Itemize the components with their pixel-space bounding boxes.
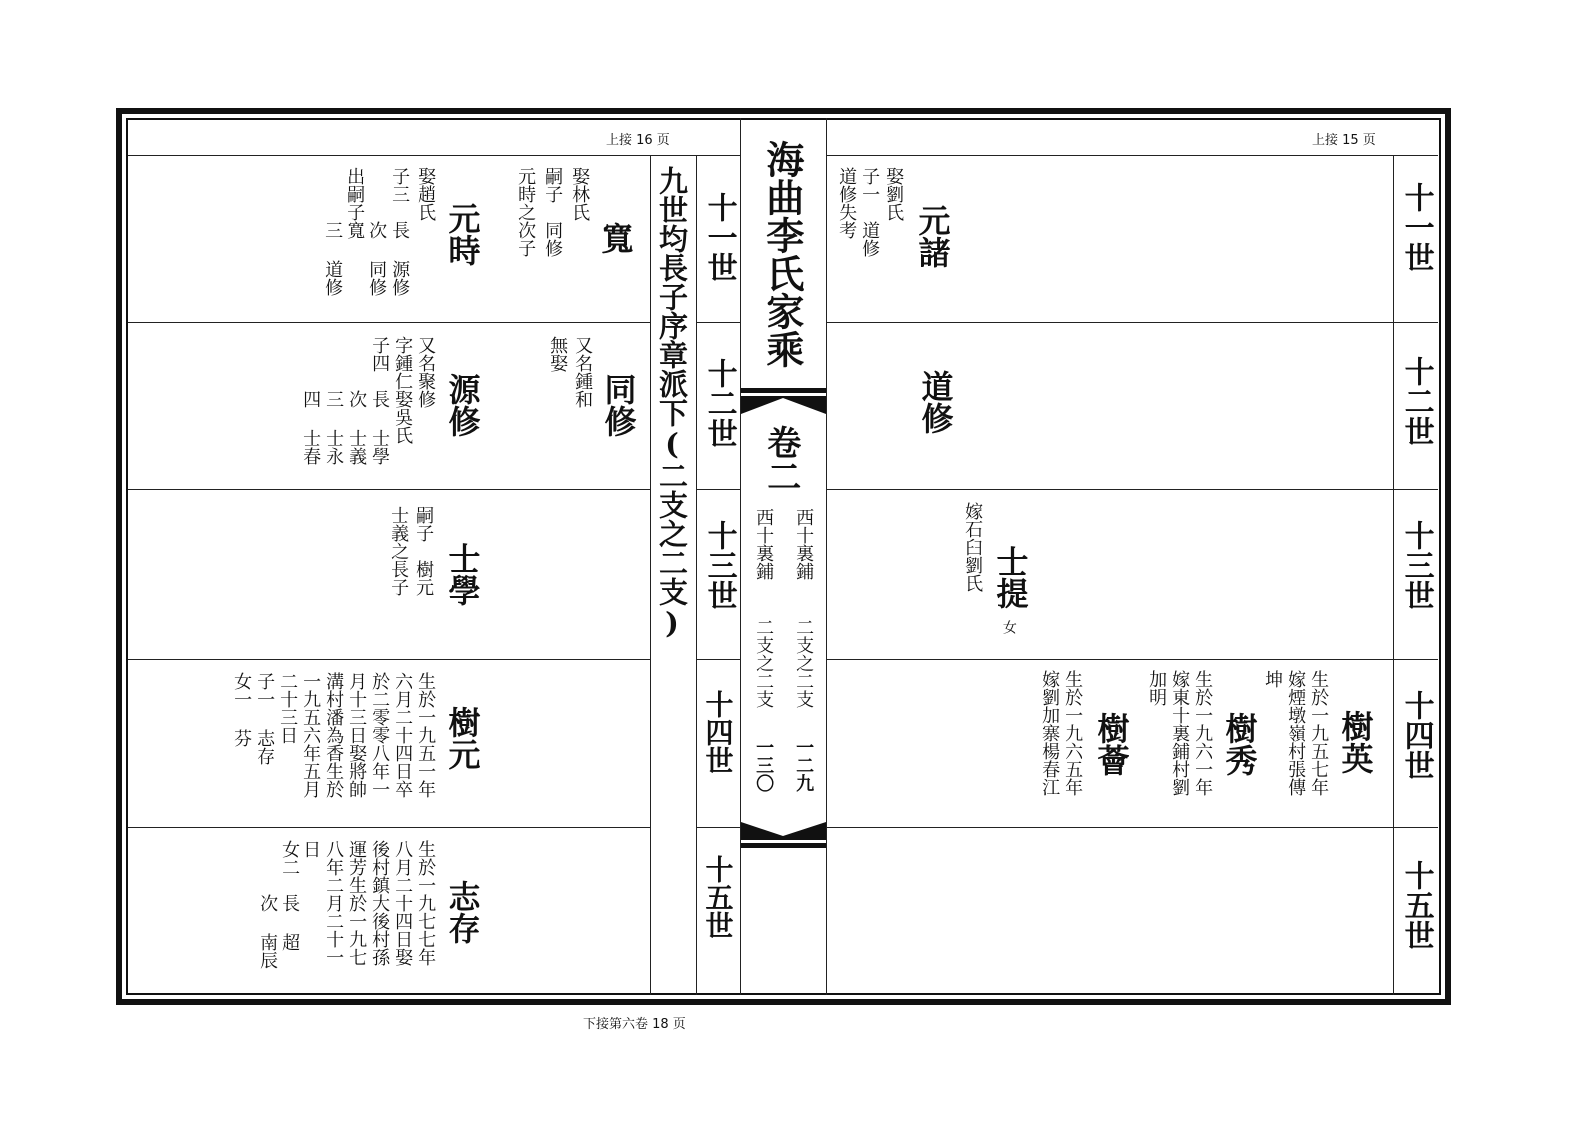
person-note: 無娶 (547, 336, 569, 372)
book-title: 海曲李氏家乘 (759, 140, 805, 368)
person-note: 又名鍾和 (572, 336, 594, 408)
person-note: 字鍾仁娶吳氏 (392, 336, 414, 444)
left-gen-13: 十三世 (701, 520, 737, 610)
person-note: 後村鎮大後村孫 (369, 840, 391, 966)
person-name: 元時 (443, 202, 482, 266)
person-note: 坤 (1262, 670, 1284, 688)
left-gen-col-rule (696, 155, 697, 995)
right-gen-13: 十三世 (1398, 520, 1434, 610)
person-note: 生於一九六一年 (1192, 670, 1214, 796)
page-number-b: 一三〇 (753, 738, 775, 792)
person-note: 次 同修 (366, 167, 388, 296)
village-a: 西十裏鋪 (793, 508, 815, 580)
right-row-rule-1 (826, 322, 1438, 323)
left-gen-rule-4 (696, 827, 740, 828)
person-note: 士義之長子 (388, 506, 410, 596)
person-note: 子一 道修 (859, 167, 881, 257)
person-name: 源修 (443, 373, 482, 437)
person-name: 道修 (916, 370, 955, 434)
person-name: 寬 (596, 222, 635, 254)
right-continuation-note: 上接 15 页 (1312, 133, 1376, 148)
footer-continuation-note: 下接第六卷 18 页 (583, 1017, 686, 1032)
left-header-rule (128, 155, 740, 156)
right-row-rule-4 (826, 827, 1438, 828)
right-row-rule-3 (826, 659, 1438, 660)
person-name: 樹薈 (1092, 712, 1131, 776)
branch-a: 二支之二支 (793, 618, 815, 708)
person-name: 樹元 (443, 706, 482, 770)
person-note: 嗣子 樹元 (413, 506, 435, 596)
person-note: 生於一九六五年 (1062, 670, 1084, 796)
right-header-rule (826, 155, 1438, 156)
left-row-rule-4 (128, 827, 650, 828)
person-note: 月十三日娶將帥 (346, 672, 368, 798)
right-gen-11: 十一世 (1398, 182, 1434, 272)
person-note: 於二零零八年一 (369, 672, 391, 798)
person-name: 同修 (599, 373, 638, 437)
right-gen-15: 十五世 (1398, 860, 1434, 950)
person-name: 樹英 (1336, 710, 1375, 774)
volume-label: 卷二 (760, 425, 801, 493)
person-note: 二十三日 (277, 672, 299, 744)
person-note: 女一 芬 (231, 672, 253, 747)
person-note: 嫁劉加寨楊春江 (1039, 670, 1061, 796)
person-note: 娶劉氏 (883, 167, 905, 221)
person-note: 女二 長 超 (279, 840, 301, 951)
person-note: 次 士義 (346, 336, 368, 465)
person-note: 運芳生於一九七 (346, 840, 368, 966)
branch-b: 二支之二支 (753, 618, 775, 708)
person-name: 樹秀 (1220, 712, 1259, 776)
person-note: 四 士春 (300, 336, 322, 465)
page-number-a: 一二九 (793, 738, 815, 792)
right-gen-14: 十四世 (1398, 690, 1434, 780)
person-note: 女 (1000, 620, 1017, 634)
person-note: 生於一九七七年 (415, 840, 437, 966)
right-gen-12: 十二世 (1398, 356, 1434, 446)
person-note: 子三 長 源修 (389, 167, 411, 296)
branch-title: 九世均長子序章派下(二支之二支) (655, 166, 689, 640)
person-note: 出嗣子寬 (344, 167, 366, 239)
person-note: 元時之次子 (515, 167, 537, 257)
person-note: 八月二十四日娶 (392, 840, 414, 966)
person-name: 士學 (443, 542, 482, 606)
person-note: 六月二十四日卒 (392, 672, 414, 798)
right-row-rule-2 (826, 489, 1438, 490)
person-note: 日 (300, 840, 322, 858)
person-note: 道修失考 (836, 167, 858, 239)
left-row-rule-1 (128, 322, 650, 323)
left-gen-11: 十一世 (701, 192, 737, 282)
person-note: 子四 長 士學 (369, 336, 391, 465)
left-row-rule-2 (128, 489, 650, 490)
left-gen-rule-2 (696, 489, 740, 490)
person-note: 又名聚修 (415, 336, 437, 408)
person-name: 士提 (991, 545, 1030, 609)
person-note: 八年二月二十一 (323, 840, 345, 966)
left-gen-14: 十四世 (701, 690, 735, 774)
person-note: 娶趙氏 (415, 167, 437, 221)
person-name: 志存 (443, 880, 482, 944)
right-gen-col-rule (1393, 155, 1394, 995)
person-note: 生於一九五一年 (415, 672, 437, 798)
village-b: 西十裏鋪 (753, 508, 775, 580)
person-name: 元諸 (913, 204, 952, 268)
person-note: 溝村潘為香生於 (323, 672, 345, 798)
person-note: 嫁東十裏鋪村劉 (1169, 670, 1191, 796)
left-branch-col-rule (650, 155, 651, 995)
person-note: 娶林氏 (569, 167, 591, 221)
left-gen-12: 十二世 (701, 358, 737, 448)
person-note: 次 南辰 (257, 840, 279, 969)
left-continuation-note: 上接 16 页 (606, 133, 670, 148)
person-note: 嫁煙墩嶺村張傳 (1285, 670, 1307, 796)
person-note: 三 道修 (322, 167, 344, 296)
left-row-rule-3 (128, 659, 650, 660)
person-note: 子一 志存 (254, 672, 276, 765)
person-note: 生於一九五七年 (1308, 670, 1330, 796)
person-note: 一九五六年五月 (300, 672, 322, 798)
left-gen-rule-3 (696, 659, 740, 660)
person-note: 嗣子 同修 (542, 167, 564, 257)
left-gen-rule-1 (696, 322, 740, 323)
spine-right-rule (826, 118, 827, 995)
person-note: 三 士永 (323, 336, 345, 465)
person-note: 加明 (1146, 670, 1168, 706)
person-note: 嫁石臼劉氏 (962, 502, 984, 592)
left-gen-15: 十五世 (701, 855, 735, 939)
